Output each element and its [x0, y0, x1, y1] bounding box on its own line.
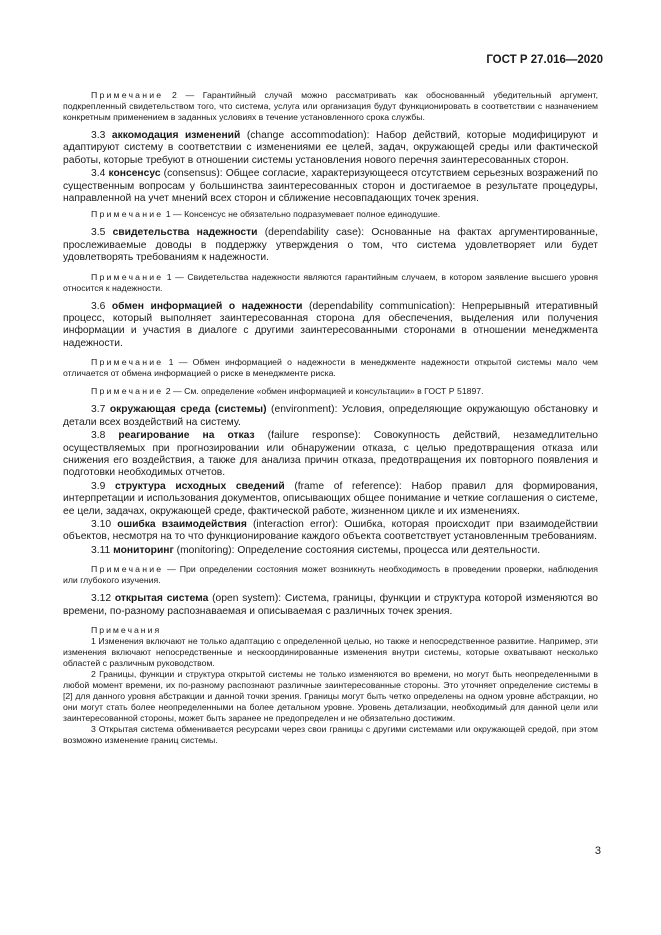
note-text: — Свидетельства надежности являются гарантийным случаем, в котором заявление высшего уровня относится к надежности.: [63, 271, 598, 293]
notes-item: 2 Границы, функции и структура открытой системы не только изменяются во времени, но могут быть неопределенными в любой момент времени, их по-разному распознают различные заинтересованные стороны. Это уточняет определение системы в [2] для данного уровня абстракции и данной точки зрения. Границы могут быть четко определены на одном уровне абстракции, но они могут стать более неопределенными на более детальном уровне. Уровень детализации, необходимый для данной цели или заинтересованной стороны, может быть заранее не предопределен и не обязательно достижим.: [63, 668, 598, 723]
term-name: реагирование на отказ: [118, 430, 255, 442]
note-number: 1: [165, 209, 171, 220]
document-body: [63, 90, 598, 746]
term-name: свидетельства надежности: [112, 227, 258, 239]
page-number: 3: [594, 845, 601, 857]
notes-item: 1 Изменения включают не только адаптацию с определенной целью, но также и непосредственное развитие. Например, эти изменения включают непосредственные и нескоординированные изменения внутри системы, которые охватывают несколько областей с различным руководством.: [63, 635, 598, 668]
note-number: 1: [166, 271, 172, 282]
note-label: Примечание: [91, 386, 164, 397]
note-text: — См. определение «обмен информацией и консультации» в ГОСТ Р 51897.: [170, 386, 484, 397]
term-definition: [63, 545, 598, 557]
note-number: 1: [168, 357, 174, 368]
note-text: — Обмен информацией о надежности в менеджменте надежности открытой системы мало чем отличается от обмена информацией о риске в менеджменте риска.: [63, 357, 598, 379]
term-text: (dependability communication): Непрерывный итеративный процесс, который выполняет заинтересованная сторона для обеспечения, выделения или получения информации и участия в диалоге с другими заинтересованными сторонами в отношении менеджмента надежности.: [63, 300, 598, 349]
term-number: 3.7: [91, 404, 106, 416]
note-label: Примечание: [91, 564, 164, 575]
term-definition: [63, 593, 598, 618]
notes-item: 3 Открытая система обменивается ресурсами через свои границы с другими системами или окружающей средой, при этом возможно изменение границ системы.: [63, 723, 598, 745]
term-number: 3.5: [91, 227, 106, 239]
term-name: аккомодация изменений: [111, 130, 241, 141]
term-number: 3.11: [91, 544, 111, 556]
note-number: 2: [171, 90, 177, 100]
term-number: 3.4: [91, 168, 106, 180]
note-text: — Гарантийный случай можно рассматривать как обоснованный убедительный аргумент, подкрепленный свидетельством того, что система, услуга или организация будут функционировать в соответствии с назначением конкретным применением в заданных условиях в течение установленного срока службы.: [63, 90, 598, 122]
term-text: (dependability case): Основанные на фактах аргументированные, прослеживаемые доводы в поддержку утверждения о том, что система удовлетворяет или будет удовлетворять требованиям к надежности.: [63, 227, 598, 264]
term-definition: [63, 519, 598, 544]
term-number: 3.10: [91, 518, 112, 530]
term-name: консенсус: [108, 168, 161, 180]
note-label: Примечание: [91, 357, 164, 368]
term-text: (failure response): Совокупность действий, незамедлительно осуществляемых при прогнозировании или обнаружении отказа, с целью предотвращения отказа или снижения его воздействия, а также для анализа причин отказа, предотвращения их повторного появления и подготовки необходимых отчетов.: [63, 430, 598, 479]
term-text: (consensus): Общее согласие, характеризующееся отсутствием серьезных возражений по существенным вопросам у большинства заинтересованных сторон и достигаемое в результате процедуры, направленной на учет мнений всех сторон и сближение несовпадающих точек зрения.: [63, 168, 598, 205]
term-number: 3.3: [91, 130, 106, 141]
term-definition: [63, 227, 598, 264]
note-number: 2: [165, 386, 171, 397]
term-name: открытая система: [114, 593, 209, 605]
term-definition: [63, 481, 598, 518]
term-name: структура исходных сведений: [115, 480, 285, 492]
note-label: Примечание: [91, 90, 164, 100]
note-paragraph: [63, 357, 598, 379]
term-definition: [63, 301, 598, 351]
term-definition: [63, 430, 598, 480]
note-paragraph: [63, 209, 598, 220]
term-definition: [63, 130, 598, 167]
term-text: (frame of reference): Набор правил для формирования, интерпретации и использования документов, описывающих общее понимание и четкие соглашения о системе, ее цели, задачах, окружающей среде, фактической работе, жизненном цикле и их изменениях.: [63, 480, 598, 517]
term-text: (monitoring): Определение состояния системы, процесса или деятельности.: [173, 544, 541, 556]
note-paragraph: [63, 272, 598, 294]
term-number: 3.8: [91, 430, 106, 442]
note-paragraph: [63, 564, 598, 586]
note-paragraph: [63, 386, 598, 397]
term-name: ошибка взаимодействия: [117, 518, 247, 530]
term-text: (interaction error): Ошибка, которая происходит при взаимодействии объектов, несмотря на то что функционирование каждого объекта соответствует установленным требованиям.: [63, 518, 598, 543]
term-number: 3.12: [91, 593, 112, 605]
term-definition: [63, 404, 598, 429]
term-name: мониторинг: [113, 544, 174, 556]
term-name: обмен информацией о надежности: [111, 300, 303, 312]
document-id-header: ГОСТ Р 27.016—2020: [486, 54, 603, 66]
term-text: (environment): Условия, определяющие окружающую обстановку и детали всех воздействий на систему.: [63, 404, 598, 428]
note-text: — Консенсус не обязательно подразумевает полное единодушие.: [170, 209, 441, 220]
term-name: окружающая среда (системы): [109, 404, 267, 416]
term-text: (change accommodation): Набор действий, которые модифицируют и адаптируют систему в соответствии с изменениями ее целей, задач, окружающей среды или фактической работы, которые требуют в отношении системы установления нового перечня заинтересованных сторон.: [63, 130, 598, 166]
note-label: Примечание: [91, 209, 164, 220]
term-number: 3.9: [91, 480, 106, 492]
note-text: — При определении состояния может возникнуть необходимость в проведении проверки, наблюдения или глубокого изучения.: [63, 564, 598, 586]
term-definition: [63, 168, 598, 205]
notes-heading: Примечания: [91, 624, 162, 635]
note-paragraph: [63, 90, 598, 123]
term-text: (open system): Система, границы, функции и структура которой изменяются во времени, по-разному распознаваемая и описываемая с различных точек зрения.: [63, 593, 598, 617]
term-number: 3.6: [91, 300, 106, 312]
note-label: Примечание: [91, 271, 164, 282]
